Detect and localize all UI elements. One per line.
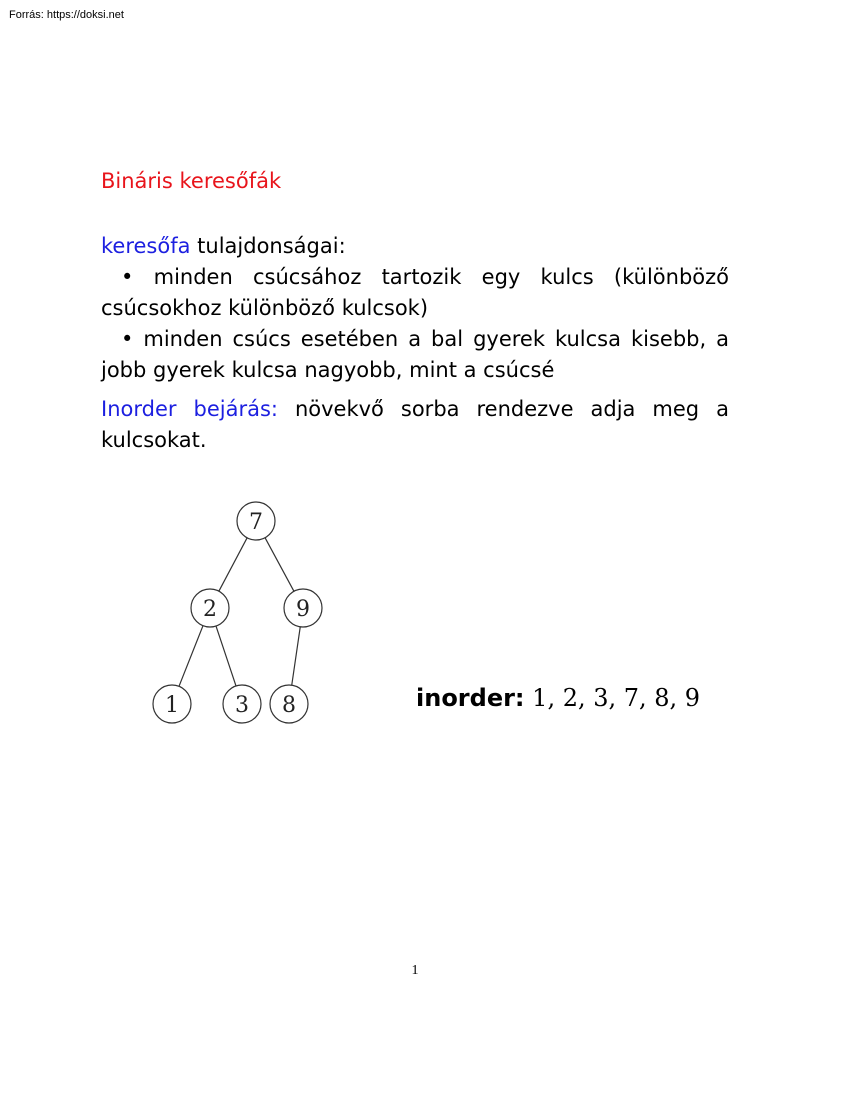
page-title: Bináris keresőfák <box>101 169 282 193</box>
bullet-2: • minden csúcs esetében a bal gyerek kulcsa kisebb, a jobb gyerek kulcsa nagyobb, mint a csúcsé <box>101 327 729 382</box>
document-body <box>101 166 729 456</box>
intro-term: keresőfa <box>101 234 191 258</box>
source-note: Forrás: https://doksi.net <box>9 9 124 21</box>
bullet-1: • minden csúcsához tartozik egy kulcs (különböző csúcsokhoz különböző kulcsok) <box>101 265 729 320</box>
tree-node-label-8: 8 <box>282 693 296 718</box>
intro-line <box>101 231 729 262</box>
page-number: 1 <box>411 963 419 978</box>
intro-rest: tulajdonságai: <box>190 234 346 258</box>
tree-edge-7-9 <box>265 538 294 592</box>
tree-node-label-9: 9 <box>296 597 310 622</box>
inorder-label: inorder: <box>416 684 525 712</box>
inorder-result <box>416 684 700 712</box>
tree-edge-2-1 <box>179 626 203 687</box>
tree-node-label-3: 3 <box>235 693 249 718</box>
tree-node-label-2: 2 <box>203 597 217 622</box>
tree-edge-2-3 <box>216 626 236 686</box>
tree-node-label-7: 7 <box>249 510 263 535</box>
tree-node-label-1: 1 <box>165 693 179 718</box>
inorder-rest: növekvő sorba rendezve adja meg a kulcsokat. <box>101 397 729 452</box>
tree-edge-7-2 <box>219 538 247 591</box>
tree-edge-9-8 <box>292 627 301 685</box>
inorder-term: Inorder bejárás: <box>101 397 278 421</box>
inorder-definition <box>101 394 729 456</box>
inorder-sequence: 1, 2, 3, 7, 8, 9 <box>532 684 701 712</box>
binary-search-tree-diagram <box>140 493 340 733</box>
